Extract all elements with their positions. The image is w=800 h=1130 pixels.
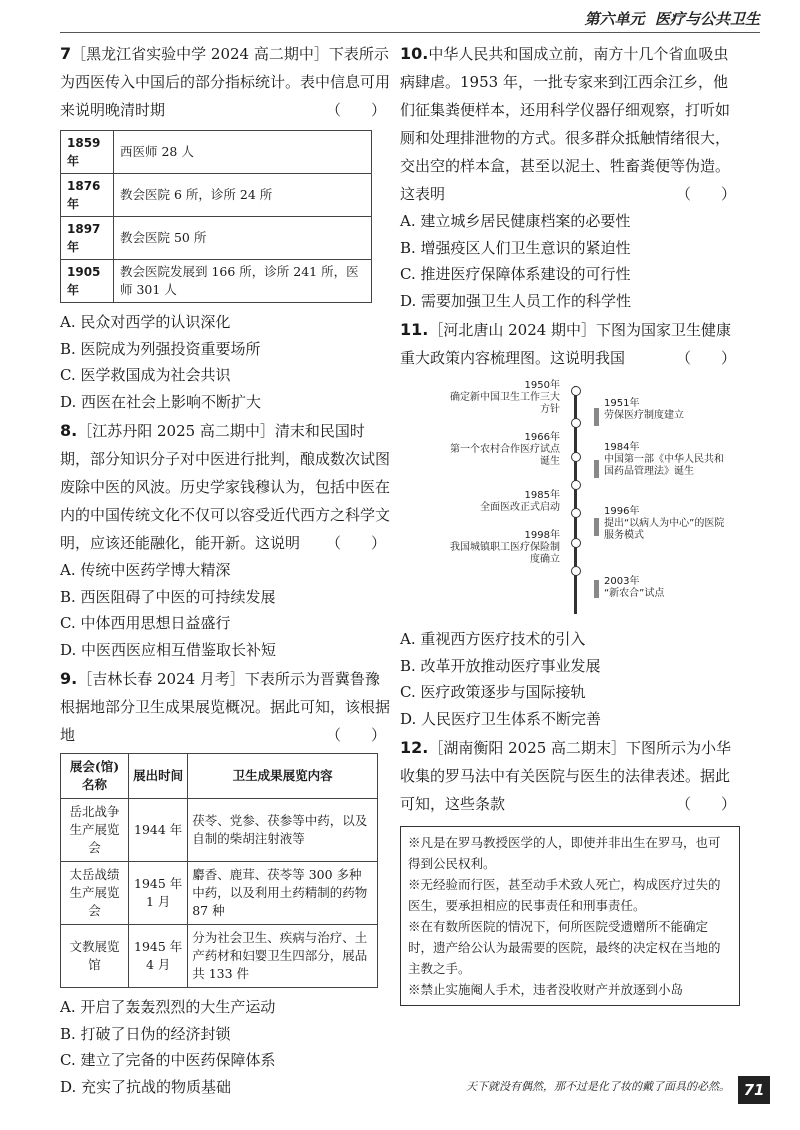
- value-cell: 教会医院发展到 166 所，诊所 241 所，医师 301 人: [114, 260, 372, 303]
- table-cell: 1945 年 4 月: [129, 925, 188, 988]
- option-d[interactable]: D. 人民医疗卫生体系不断完善: [400, 709, 602, 728]
- option-d[interactable]: D. 西医在社会上影响不断扩大: [60, 392, 262, 411]
- option-c[interactable]: C. 医疗政策逐步与国际接轨: [400, 683, 586, 701]
- option-b[interactable]: B. 西医阻碍了中医的可持续发展: [60, 587, 276, 606]
- law-clause: ※在有数所医院的情况下，何所医院受遗赠所不能确定时，遗产给公认为最需要的医院，最终的决定权在当地的主教之手。: [408, 919, 721, 976]
- table-cell: 麝香、鹿茸、茯苓等 300 多种中药，以及利用土药精制的药物 87 种: [188, 862, 378, 925]
- timeline-entry-right: [604, 506, 729, 542]
- timeline-year: 1950年: [524, 380, 560, 391]
- table-cell: 岳北战争生产展览会: [61, 799, 129, 862]
- question-stem: ［吉林长春 2024 月考］下表所示为晋冀鲁豫根据地部分卫生成果展览概况。据此可知，该根据地: [60, 670, 391, 744]
- timeline-text: 确定新中国卫生工作三大方针: [450, 392, 560, 415]
- question-stem: 中华人民共和国成立前，南方十几个省血吸虫病肆虐。1953 年，一批专家来到江西余江乡，他们征集粪便样本，还用科学仪器仔细观察，打听如厕和处理排泄物的方式。很多群众抵触情绪很大，交出空的样本盒，甚至以泥土、牲畜粪便等伪造。这表明: [400, 45, 731, 203]
- unit-title: 医疗与公共卫生: [654, 10, 760, 28]
- law-clause: ※无经验而行医，甚至动手术致人死亡，构成医疗过失的医生，要承担相应的民事责任和刑事责任。: [408, 877, 721, 913]
- table-row: [61, 862, 378, 925]
- question-number: 9.: [60, 669, 78, 688]
- timeline-entry-left: [450, 490, 560, 514]
- year-cell: 1876 年: [61, 174, 114, 217]
- footer-slogan: 天下就没有偶然，那不过是化了妆的戴了面具的必然。: [466, 1080, 730, 1093]
- option-c[interactable]: C. 医学救国成为社会共识: [60, 366, 231, 384]
- exhibition-table: [60, 753, 378, 988]
- timeline-entry-right: [604, 442, 729, 478]
- value-cell: 西医师 28 人: [114, 131, 372, 174]
- question-number: 12.: [400, 738, 429, 757]
- timeline-year: 1985年: [524, 490, 560, 501]
- timeline-node: [571, 508, 581, 518]
- question-stem: ［江苏丹阳 2025 高二期中］清末和民国时期，部分知识分子对中医进行批判，酿成数次试图废除中医的风波。历史学家钱穆认为，包括中医在内的中国传统文化不仅可以容受近代西方之科学文明，应该还能融化，能开新。这说明: [60, 422, 391, 552]
- answer-paren: （ ）: [675, 349, 736, 367]
- table-row: [61, 217, 372, 260]
- option-a[interactable]: A. 重视西方医疗技术的引入: [400, 630, 586, 648]
- option-c[interactable]: C. 推进医疗保障体系建设的可行性: [400, 265, 631, 283]
- left-column: [60, 40, 390, 1100]
- law-excerpt-box: [400, 826, 740, 1006]
- timeline-text: 中国第一部《中华人民共和国药品管理法》诞生: [604, 454, 724, 477]
- option-b[interactable]: B. 改革开放推动医疗事业发展: [400, 656, 601, 675]
- option-a[interactable]: A. 传统中医药学博大精深: [60, 561, 231, 579]
- column-header: 展出时间: [129, 754, 188, 799]
- answer-paren: （ ）: [675, 185, 736, 203]
- right-column: [400, 40, 740, 1006]
- question-number: 7: [60, 44, 72, 63]
- timeline-year: 1998年: [524, 530, 560, 541]
- table-row: [61, 925, 378, 988]
- table-row: [61, 131, 372, 174]
- timeline-node: [571, 452, 581, 462]
- option-a[interactable]: A. 民众对西学的认识深化: [60, 313, 231, 331]
- timeline-year: 1996年: [604, 506, 640, 517]
- header-rule: [60, 32, 760, 33]
- timeline-node: [571, 480, 581, 490]
- flag-marker: [594, 518, 599, 536]
- value-cell: 教会医院 50 所: [114, 217, 372, 260]
- option-b[interactable]: B. 医院成为列强投资重要场所: [60, 339, 261, 358]
- timeline-text: 全面医改正式启动: [480, 502, 560, 513]
- table-cell: 文教展览馆: [61, 925, 129, 988]
- timeline-text: 劳保医疗制度建立: [604, 410, 684, 421]
- option-d[interactable]: D. 需要加强卫生人员工作的科学性: [400, 291, 632, 310]
- question-number: 10.: [400, 44, 429, 63]
- timeline-text: “新农合”试点: [604, 588, 665, 599]
- year-cell: 1897 年: [61, 217, 114, 260]
- table-cell: 太岳战绩生产展览会: [61, 862, 129, 925]
- policy-timeline: [430, 380, 730, 620]
- unit-label: 第六单元: [584, 10, 645, 28]
- question-11: [400, 316, 740, 732]
- option-b[interactable]: B. 打破了日伪的经济封锁: [60, 1024, 231, 1043]
- timeline-entry-right: [604, 576, 704, 600]
- answer-paren: （ ）: [325, 534, 386, 552]
- question-7: [60, 40, 390, 415]
- timeline-node: [571, 538, 581, 548]
- option-c[interactable]: C. 建立了完备的中医药保障体系: [60, 1051, 276, 1069]
- option-d[interactable]: D. 充实了抗战的物质基础: [60, 1077, 232, 1096]
- answer-paren: （ ）: [325, 101, 386, 119]
- timeline-node: [571, 386, 581, 396]
- table-cell: 茯苓、党参、茯参等中药，以及自制的柴胡注射液等: [188, 799, 378, 862]
- option-a[interactable]: A. 开启了轰轰烈烈的大生产运动: [60, 998, 276, 1016]
- timeline-year: 2003年: [604, 576, 640, 587]
- timeline-entry-right: [604, 398, 684, 422]
- timeline-node: [571, 566, 581, 576]
- option-a[interactable]: A. 建立城乡居民健康档案的必要性: [400, 212, 631, 230]
- flag-marker: [594, 460, 599, 478]
- table-cell: 1945 年 1 月: [129, 862, 188, 925]
- timeline-text: 第一个农村合作医疗试点诞生: [450, 444, 560, 467]
- timeline-node: [571, 418, 581, 428]
- table-cell: 1944 年: [129, 799, 188, 862]
- question-9: [60, 665, 390, 1100]
- table-cell: 分为社会卫生、疾病与治疗、土产药材和妇婴卫生四部分，展品共 133 件: [188, 925, 378, 988]
- year-cell: 1859 年: [61, 131, 114, 174]
- timeline-entry-left: [450, 380, 560, 416]
- timeline-year: 1966年: [524, 432, 560, 443]
- timeline-entry-left: [450, 530, 560, 566]
- running-header: [585, 8, 760, 29]
- table-header-row: [61, 754, 378, 799]
- option-d[interactable]: D. 中医西医应相互借鉴取长补短: [60, 640, 277, 659]
- law-clause: ※凡是在罗马教授医学的人，即使并非出生在罗马，也可得到公民权利。: [408, 835, 721, 871]
- value-cell: 教会医院 6 所，诊所 24 所: [114, 174, 372, 217]
- timeline-text: 提出“以病人为中心”的医院服务模式: [604, 518, 725, 541]
- table-row: [61, 174, 372, 217]
- year-cell: 1905 年: [61, 260, 114, 303]
- question-number: 11.: [400, 320, 429, 339]
- statistics-table: [60, 130, 372, 303]
- answer-paren: （ ）: [325, 726, 386, 744]
- timeline-text: 我国城镇职工医疗保险制度确立: [450, 542, 560, 565]
- flag-marker: [594, 580, 599, 598]
- flag-marker: [594, 408, 599, 426]
- option-c[interactable]: C. 中体西用思想日益盛行: [60, 614, 231, 632]
- question-stem: ［黑龙江省实验中学 2024 高二期中］下表所示为西医传入中国后的部分指标统计。表中信息可用来说明晚清时期: [60, 45, 391, 119]
- timeline-year: 1984年: [604, 442, 640, 453]
- question-number: 8.: [60, 421, 78, 440]
- column-header: 展会(馆)名称: [61, 754, 129, 799]
- answer-paren: （ ）: [675, 795, 736, 813]
- question-12: [400, 734, 740, 1006]
- timeline-entry-left: [450, 432, 560, 468]
- page-number: 71: [738, 1076, 770, 1104]
- table-row: [61, 260, 372, 303]
- column-header: 卫生成果展览内容: [188, 754, 378, 799]
- question-stem: ［湖南衡阳 2025 高二期末］下图所示为小华收集的罗马法中有关医院与医生的法律表述。据此可知，这些条款: [400, 739, 732, 813]
- question-stem: ［河北唐山 2024 期中］下图为国家卫生健康重大政策内容梳理图。这说明我国: [400, 321, 732, 367]
- law-clause: ※禁止实施阉人手术，违者没收财产并放逐到小岛: [408, 982, 684, 997]
- question-8: [60, 417, 390, 663]
- table-row: [61, 799, 378, 862]
- option-b[interactable]: B. 增强疫区人们卫生意识的紧迫性: [400, 238, 631, 257]
- question-10: [400, 40, 740, 314]
- timeline-year: 1951年: [604, 398, 640, 409]
